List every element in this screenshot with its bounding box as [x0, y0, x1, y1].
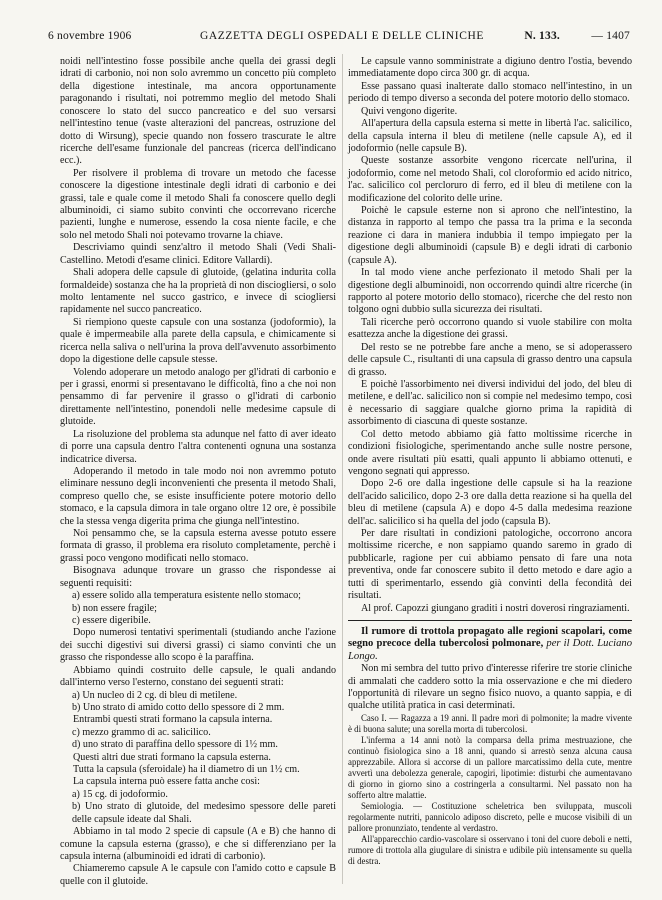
- page-header: [48, 30, 630, 48]
- paragraph: All'apertura della capsula esterna si mette in libertà l'ac. salicilico, della capsula interna il bleu di metilene (nelle capsule A), ed il jodoformio (nelle capsule B).: [348, 118, 632, 154]
- paragraph: Col detto metodo abbiamo già fatto moltissime ricerche in condizioni fisiologiche, sperimentando anche sulle nostre persone, onde avere risultati più esatti, quali appunto li abbiamo ottenuti, e vengono segnati qui appresso.: [348, 428, 632, 477]
- paragraph: Entrambi questi strati formano la capsula interna.: [73, 714, 273, 726]
- paragraph: Dopo 2-6 ore dalla ingestione delle capsule si ha la reazione dell'acido salicilico, dopo 2-3 ore dalla detta reazione si ha quella del bleu di metilene (capsula A) e dopo 4-5 dalla medesima reazione dell'ac. salicilico si ha quella del jodo (capsula B).: [348, 478, 632, 527]
- layer-item: d) uno strato di paraffina dello spessore di 1½ mm.: [72, 739, 278, 751]
- paragraph: Tutta la capsula (sferoidale) ha il diametro di un 1½ cm.: [73, 764, 300, 776]
- layer-item: b) Uno strato di amido cotto dello spessore di 2 mm.: [72, 701, 285, 713]
- page-number-group: [591, 30, 630, 42]
- requirement-item: a) essere solido alla temperatura esistente nello stomaco;: [72, 590, 301, 602]
- paragraph: Non mi sembra del tutto privo d'interesse riferire tre storie cliniche di ammalati che caddero sotto la mia osservazione e che mi diedero l'opportunità di rilevare un segno fisico nuovo, a quanto sappia, e di qualche utilità pratica in casi determinati.: [348, 663, 632, 712]
- paragraph: La risoluzione del problema sta adunque nel fatto di aver ideato di porre una capsula dentro l'altra contenenti ognuna una sostanza indicatrice diversa.: [60, 428, 336, 465]
- paragraph: Queste sostanze assorbite vengono ricercate nell'urina, il jodoformio, come nel metodo Shali, col cloroformio ed acido nitrico, l'ac. salicilico col percloruro di ferro, ed il bleu di metilene con la modificazione del colorito delle urine.: [348, 155, 632, 204]
- layer-item: c) mezzo grammo di ac. salicilico.: [72, 726, 211, 738]
- journal-title: GAZZETTA DEGLI OSPEDALI E DELLE CLINICHE: [200, 30, 485, 42]
- layer-item: b) Uno strato di glutoide, del medesimo spessore delle pareti delle capsule ideate dal Shali.: [72, 801, 336, 825]
- paragraph: noidi nell'intestino fosse possibile anche quella dei grassi degli idrati di carbonio, noi non solo avremmo un concetto più completo della digestione intestinale, ma ancora opportunamente paragonando i risultati, noi potremmo meglio del metodo Shali conoscere lo stato del succo pancreatico e del suo versarsi nell'intestino tenue (vaste alterazioni del pancreas, ostruzione del dotto di Wirsung), specie quando non fossero trascurate le altre ricerche dell'esame funzionale del pancreas (ricerca dell'indicano ecc.).: [60, 56, 336, 167]
- case-paragraph: L'inferma a 14 anni notò la comparsa della prima mestruazione, che continuò fisiologica sino a 18 anni, quando si arrestò senza alcuna causa apprezzabile. Allora si accorse di un pallore marcatissimo della cute, mentre avvertì una debolezza generale, capogiri, lipotimie: disturbi che aumentavano di giorno in giorno sino a costringerla a consultarmi. Nel passato non ha sofferto altre malattie.: [348, 734, 632, 800]
- paragraph: Tali ricerche però occorrono quando si vuole stabilire con molta esattezza anche la digestione dei grassi.: [348, 316, 632, 341]
- requirement-item: c) essere digeribile.: [72, 614, 151, 626]
- paragraph: Le capsule vanno somministrate a digiuno dentro l'ostia, bevendo immediatamente dopo circa 300 gr. di acqua.: [348, 56, 632, 80]
- header-date: 6 novembre 1906: [48, 30, 132, 42]
- page-number: 1407: [606, 30, 630, 42]
- paragraph: Dopo numerosi tentativi sperimentali (studiando anche l'azione dei succhi digestivi sui diversi grassi) ci siamo convinti che un grasso che rispondesse allo scopo è la paraffina.: [60, 627, 336, 664]
- paragraph: Descriviamo quindi senz'altro il metodo Shali (Vedi Shali-Castellino. Metodi d'esame clinici. Editore Vallardi).: [60, 242, 336, 266]
- paragraph: Volendo adoperare un metodo analogo per gl'idrati di carbonio e per i grassi, enormi si presentavano le difficoltà, fino a che noi non pensammo di far pervenire il grasso o gl'idrati di carbonio direttamente nell'intestino, ponendoli nelle medesime capsule di glutoide.: [60, 366, 336, 428]
- paragraph: Bisognava adunque trovare un grasso che rispondesse ai seguenti requisiti:: [60, 565, 336, 589]
- case-paragraph: Caso I. — Ragazza a 19 anni. Il padre morì di polmonite; la madre vivente è di buona salute; una sorella morta di tubercolosi.: [348, 712, 632, 734]
- layer-item: a) Un nucleo di 2 cg. di bleu di metilene.: [72, 689, 238, 701]
- paragraph: Abbiamo in tal modo 2 specie di capsule (A e B) che hanno di comune la capsula esterna (grasso), e che si differenziano per la capsula interna (albuminoidi ed idrati di carbonio).: [60, 826, 336, 862]
- right-column: [348, 56, 632, 867]
- article-author: per il Dott. Luciano Longo.: [348, 638, 632, 662]
- paragraph: Adoperando il metodo in tale modo noi non avremmo potuto eliminare nessuno degli inconvenienti che presenta il metodo Shali, compreso quello che, se esiste insufficiente potere motorio dello stomaco, e la capsula dimora in tale organo oltre 12 ore, è possibile che la stessa venga digerita prima che giunga nell'intestino.: [60, 465, 336, 527]
- column-divider: [342, 54, 343, 884]
- paragraph: Al prof. Capozzi giungano graditi i nostri doverosi ringraziamenti.: [361, 602, 630, 614]
- requirement-item: b) non essere fragile;: [72, 602, 157, 614]
- case-paragraph: All'apparecchio cardio-vascolare si osservano i toni del cuore deboli e netti, rumore di trottola alla giugulare di sinistra e udibile più intensamente su quella di destra.: [348, 833, 632, 866]
- article-title: [348, 626, 632, 663]
- paragraph: Abbiamo quindi costruito delle capsule, le quali andando dall'interno verso l'esterno, constano dei seguenti strati:: [60, 664, 336, 689]
- paragraph: Per dare risultati in condizioni patologiche, occorrono ancora moltissime ricerche, e non sappiamo quando saremo in grado di pubblicarle, ragione per cui abbiamo pensato di fare una nota preventiva, onde far conoscere subito il detto metodo e dare agio a tutti di sperimentarlo, essendo già convinti della fecondità dei risultati.: [348, 528, 632, 602]
- section-rule: [348, 620, 632, 621]
- paragraph: Noi pensammo che, se la capsula esterna avesse potuto essere formata di grasso, il problema era risoluto completamente, perchè i grassi poco vengono modificati nello stomaco.: [60, 528, 336, 564]
- paragraph: Shali adopera delle capsule di glutoide, (gelatina indurita colla formaldeide) sostanza che ha la proprietà di non disciogliersi, o solo molto lentamente nel succo gastrico, e invece di sciogliersi rapidamente nel succo pancreatico.: [60, 267, 336, 316]
- case-paragraph: Semiologia. — Costituzione scheletrica ben sviluppata, muscoli regolarmente nutriti, pannicolo adiposo discreto, pelle e mucose visibili di un pallore pronunziato, tendente al verdastro.: [348, 800, 632, 833]
- paragraph: In tal modo viene anche perfezionato il metodo Shali per la digestione degli albuminoidi, non occorrendo quindi altre ricerche (in rapporto al potere motorio dello stomaco), ricerche che del resto non tolgono ogni dubbio sulla sicurezza dei risultati.: [348, 267, 632, 316]
- case-notes: [348, 713, 632, 867]
- paragraph: E poichè l'assorbimento nei diversi individui del jodo, del bleu di metilene, e dell'ac. salicilico non si compie nel medesimo tempo, così è necessario di saggiare qualche giorno prima la rapidità di assorbimento di ciascuna di queste sostanze.: [348, 378, 632, 428]
- paragraph: Si riempiono queste capsule con una sostanza (jodoformio), la quale è impermeabile alla parete della capsula, e chimicamente si ricerca nella saliva o nell'urina la prova dell'avvenuto assorbimento dopo la digestione delle capsule stesse.: [60, 316, 336, 366]
- issue-number: N. 133.: [524, 30, 560, 42]
- page-separator: —: [591, 30, 604, 42]
- paragraph: Chiameremo capsule A le capsule con l'amido cotto e capsule B quelle con il glutoide.: [60, 863, 336, 887]
- article-title-text: Il rumore di trottola propagato alle regioni scapolari, come segno precoce della tubercolosi polmonare,: [348, 625, 632, 650]
- paragraph: Per risolvere il problema di trovare un metodo che facesse conoscere la digestione intestinale degli idrati di carbonio e dei grassi, tale e quale come il metodo Shali fa conoscere quello degli albuminoidi, ci siamo subito convinti che occorrevano ricerche pazienti, lunghe e numerose, essendo la cosa niente facile, e che solo nel metodo Shali noi potevamo trovarne la chiave.: [60, 167, 336, 241]
- paragraph: Del resto se ne potrebbe fare anche a meno, se si adoperassero delle capsule C., risultanti di una capsula di grasso dentro una capsula di grasso.: [348, 341, 632, 378]
- paragraph: La capsula interna può essere fatta anche così:: [73, 776, 260, 788]
- paragraph: Esse passano quasi inalterate dallo stomaco nell'intestino, in un periodo di tempo diverso a seconda del potere motorio dello stomaco.: [348, 80, 632, 105]
- paragraph: Quivi vengono digerite.: [361, 105, 458, 117]
- paragraph: Poichè le capsule esterne non si aprono che nell'intestino, la distanza in rapporto al tempo che passa tra la prima e la seconda reazione ci dara in maniera indubbia il tempo impiegato per la digestione degli albuminoidi (capsule B) e degli idrati di carbonio (capsule A).: [348, 205, 632, 266]
- layer-item: a) 15 cg. di jodoformio.: [72, 788, 168, 800]
- left-column: [60, 56, 336, 888]
- paragraph: Questi altri due strati formano la capsula esterna.: [73, 751, 271, 763]
